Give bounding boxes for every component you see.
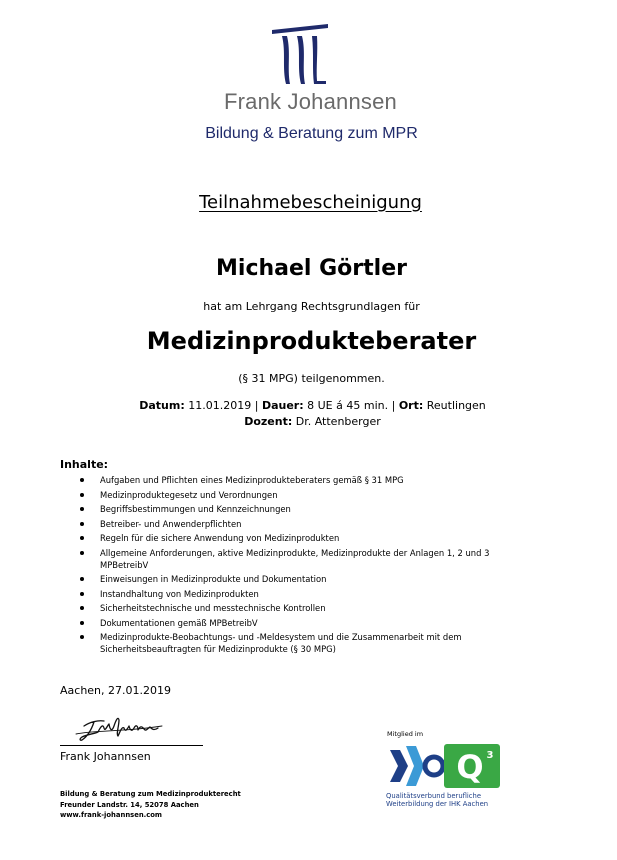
location-label: Ort: (398, 399, 424, 412)
footer-line-2: Freunder Landstr. 14, 52078 Aachen (60, 800, 199, 809)
qualitaetsverbund-logo-icon (386, 742, 504, 790)
bullet-icon (80, 577, 84, 581)
date-label: Datum: (139, 399, 185, 412)
contents-list (60, 474, 520, 655)
list-item (60, 588, 520, 600)
list-item-text: Medizinproduktegesetz und Verordnungen (100, 489, 278, 500)
participant-name: Michael Görtler (216, 256, 407, 281)
list-item-text: Dokumentationen gemäß MPBetreibV (100, 617, 258, 628)
list-item-text: Einweisungen in Medizinprodukte und Dokumentation (100, 574, 327, 584)
bullet-icon (80, 621, 84, 625)
signature-image (74, 712, 166, 744)
list-item (60, 532, 520, 544)
membership-org-line-2: Weiterbildung der IHK Aachen (386, 800, 489, 808)
bullet-icon (80, 507, 84, 511)
qv-logo-letter: Q (456, 748, 484, 786)
membership-label: Mitglied im (387, 730, 424, 738)
list-item-text: Medizinprodukte-Beobachtungs- und -Meldesystem und die Zusammenarbeit mit dem Sicherheitsbeauftragten für Medizinprodukte (§ 30 MPG) (100, 632, 462, 654)
list-item (60, 489, 520, 501)
list-item (60, 573, 520, 585)
duration-value: 8 UE á 45 min. (307, 399, 389, 412)
list-item-text: Allgemeine Anforderungen, aktive Medizinprodukte, Medizinprodukte der Anlagen 1, 2 und 3 MPBetreibV (100, 547, 490, 570)
place-date: Aachen, 27.01.2019 (60, 684, 171, 697)
footer-address (60, 789, 241, 821)
bullet-icon (80, 522, 84, 526)
membership-org-line-1: Qualitätsverbund berufliche (386, 792, 482, 800)
list-item-text: Aufgaben und Pflichten eines Medizinprodukteberaters gemäß § 31 MPG (100, 475, 404, 485)
columns-logo-icon (270, 24, 330, 86)
list-item-text: Betreiber- und Anwenderpflichten (100, 518, 242, 529)
contents-section (60, 458, 520, 658)
course-details (0, 398, 617, 430)
bullet-icon (80, 635, 84, 639)
duration-label: Dauer: (261, 399, 304, 412)
list-item-text: Sicherheitstechnische und messtechnische Kontrollen (100, 603, 326, 613)
separator: | (254, 399, 259, 412)
course-title: Medizinprodukteberater (146, 327, 477, 355)
bullet-icon (80, 478, 84, 482)
bullet-icon (80, 493, 84, 497)
qv-logo-superscript: 3 (486, 750, 494, 761)
list-item (60, 617, 520, 629)
location-value: Reutlingen (426, 399, 486, 412)
list-item (60, 547, 520, 571)
list-item (60, 474, 520, 486)
list-item-text: Regeln für die sichere Anwendung von Medizinprodukten (100, 533, 340, 543)
brand-name: Frank Johannsen (224, 89, 397, 114)
contents-heading: Inhalte: (60, 458, 109, 471)
list-item (60, 602, 520, 614)
details-line-1 (8, 398, 617, 414)
brand-tagline: Bildung & Beratung zum MPR (205, 125, 418, 142)
separator: | (391, 399, 396, 412)
bullet-icon (80, 536, 84, 540)
list-item (60, 518, 520, 530)
membership-org-name (386, 792, 514, 808)
signature-line (60, 745, 203, 746)
bullet-icon (80, 606, 84, 610)
bullet-icon (80, 592, 84, 596)
date-value: 11.01.2019 (188, 399, 252, 412)
lecturer-value: Dr. Attenberger (295, 415, 381, 428)
signer-name: Frank Johannsen (60, 750, 151, 763)
list-item (60, 631, 520, 655)
course-outro: (§ 31 MPG) teilgenommen. (238, 372, 385, 385)
course-intro: hat am Lehrgang Rechtsgrundlagen für (203, 300, 420, 313)
details-line-2 (8, 414, 617, 430)
list-item-text: Instandhaltung von Medizinprodukten (100, 588, 259, 599)
lecturer-label: Dozent: (244, 415, 293, 428)
footer-line-3: www.frank-johannsen.com (60, 811, 163, 819)
footer-line-1: Bildung & Beratung zum Medizinprodukterecht (60, 790, 241, 798)
list-item (60, 503, 520, 515)
document-title: Teilnahmebescheinigung (199, 192, 422, 213)
list-item-text: Begriffsbestimmungen und Kennzeichnungen (100, 504, 291, 514)
bullet-icon (80, 551, 84, 555)
